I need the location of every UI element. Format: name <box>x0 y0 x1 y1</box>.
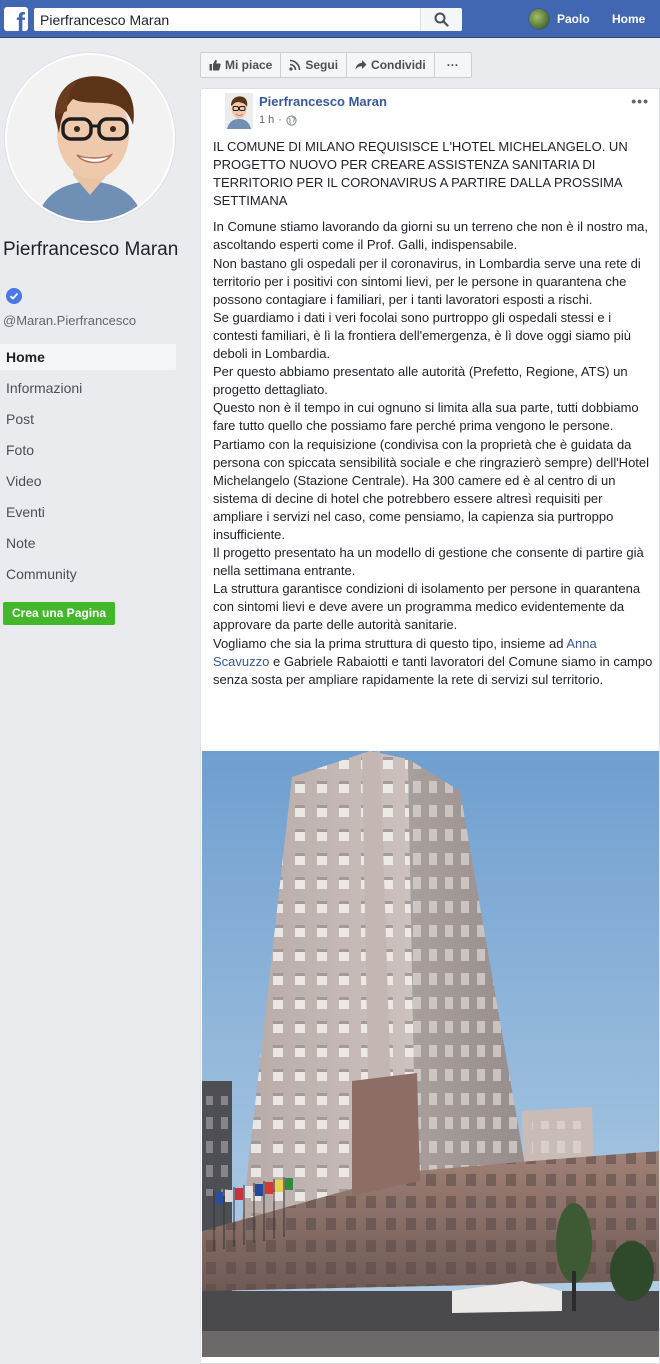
post-paragraph: In Comune stiamo lavorando da giorni su un terreno che non è il nostro ma, ascoltando esperti come il Prof. Galli, indispensabile. <box>213 219 649 253</box>
top-user-profile-link[interactable] <box>528 8 590 30</box>
search-box <box>34 8 462 31</box>
post-time-separator: · <box>278 114 282 126</box>
like-button-label: Mi piace <box>225 58 273 72</box>
post-text-fragment: e Gabriele Rabaiotti e tanti lavoratori del Comune siamo in campo senza sosta per ampliare rapidamente la rete di servizi sul territorio. <box>213 653 653 687</box>
like-button[interactable] <box>200 52 281 78</box>
facebook-logo-icon[interactable] <box>4 7 28 31</box>
post-paragraph <box>213 635 653 689</box>
profile-picture[interactable] <box>5 53 175 223</box>
nav-item-video[interactable]: Video <box>6 473 42 489</box>
hotel-building-photo <box>202 751 659 1357</box>
nav-item-community[interactable]: Community <box>6 566 77 582</box>
post-author-avatar[interactable] <box>225 93 253 129</box>
post-headline: IL COMUNE DI MILANO REQUISISCE L'HOTEL MICHELANGELO. UN PROGETTO NUOVO PER CREARE ASSISTENZA SANITARIA DI TERRITORIO PER IL CORONAVIRUS A PARTIRE DALLA PROSSIMA SETTIMANA <box>213 139 628 209</box>
post-paragraph: Non bastano gli ospedali per il coronavirus, in Lombardia serve una rete di territorio per i positivi con sintomi lievi, per le persone in quarantena che possono contagiare i familiari, per i tanti lavoratori esposti a rischi. <box>213 255 641 307</box>
search-input[interactable] <box>40 8 420 31</box>
more-options-button[interactable] <box>434 52 472 78</box>
post-card <box>200 88 660 1364</box>
nav-item-note[interactable]: Note <box>6 535 36 551</box>
post-paragraph: Il progetto presentato ha un modello di gestione che consente di partire già nella settimana entrante. <box>213 545 644 579</box>
share-arrow-icon <box>355 59 367 71</box>
top-navigation-bar <box>0 0 660 38</box>
post-text-fragment: Vogliamo che sia la prima struttura di questo tipo, insieme ad <box>213 635 567 651</box>
page-title: Pierfrancesco Maran <box>3 239 179 260</box>
share-button-label: Condividi <box>371 58 426 72</box>
create-page-button[interactable]: Crea una Pagina <box>3 602 115 625</box>
post-photo[interactable] <box>202 751 659 1357</box>
rss-icon <box>289 59 301 71</box>
mention-link[interactable]: Anna Scavuzzo <box>213 635 597 669</box>
search-icon <box>434 12 449 27</box>
user-avatar <box>528 8 550 30</box>
page-username[interactable]: @Maran.Pierfrancesco <box>3 313 137 328</box>
post-author-portrait <box>225 93 253 129</box>
home-link[interactable]: Home <box>612 12 646 26</box>
post-timestamp <box>259 114 297 126</box>
page-action-bar <box>200 52 471 78</box>
post-paragraph: Questo non è il tempo in cui ognuno si limita alla sua parte, tutti dobbiamo fare tutto quello che possiamo fare perché prima vengono le persone. <box>213 400 639 434</box>
globe-icon <box>286 115 297 126</box>
nav-item-eventi[interactable]: Eventi <box>6 504 45 520</box>
search-button[interactable] <box>420 8 462 31</box>
post-paragraph: Se guardiamo i dati i veri focolai sono purtroppo gli ospedali stessi e i contesti familiari, è lì la frontiera dell'emergenza, è lì dove oggi siamo più deboli in Lombardia. <box>213 309 631 362</box>
follow-button[interactable] <box>280 52 347 78</box>
left-sidebar <box>0 38 187 1364</box>
post-text <box>213 138 653 689</box>
post-paragraph: Partiamo con la requisizione (condivisa con la proprietà che è guidata da persona con spiccata sensibilità sociale e che ringrazierò sempre) dell'Hotel Michelangelo (Stazione Centrale). Ha 300 camere ed è al centro di un sistema di decine di hotel che potrebbero essere altresì requisiti per ampliare i servizi nel caso, come pensiamo, la capienza sia purtroppo insufficiente. <box>213 436 650 542</box>
post-author-name[interactable]: Pierfrancesco Maran <box>259 94 387 109</box>
nav-item-foto[interactable]: Foto <box>6 442 35 458</box>
more-options-icon: ··· <box>446 58 459 72</box>
post-options-button[interactable]: ••• <box>631 93 649 109</box>
nav-item-home[interactable]: Home <box>0 344 176 370</box>
facebook-logo-letter: f <box>16 7 25 31</box>
follow-button-label: Segui <box>305 58 339 72</box>
post-paragraph: Per questo abbiamo presentato alle autorità (Prefetto, Regione, ATS) un progetto dettagliato. <box>213 364 628 398</box>
nav-item-informazioni[interactable]: Informazioni <box>6 380 83 396</box>
verified-badge-icon <box>6 288 22 304</box>
share-button[interactable] <box>346 52 435 78</box>
post-time-label[interactable]: 1 h <box>259 114 275 126</box>
page-navigation <box>0 344 176 592</box>
post-paragraph: La struttura garantisce condizioni di isolamento per persone in quarantena con sintomi lievi e deve avere un programma medico evidentemente da approvare da parte delle autorità sanitarie. <box>213 581 641 633</box>
profile-portrait-illustration <box>7 55 173 221</box>
thumbs-up-icon <box>209 59 221 71</box>
top-user-name: Paolo <box>557 12 590 26</box>
nav-item-post[interactable]: Post <box>6 411 35 427</box>
